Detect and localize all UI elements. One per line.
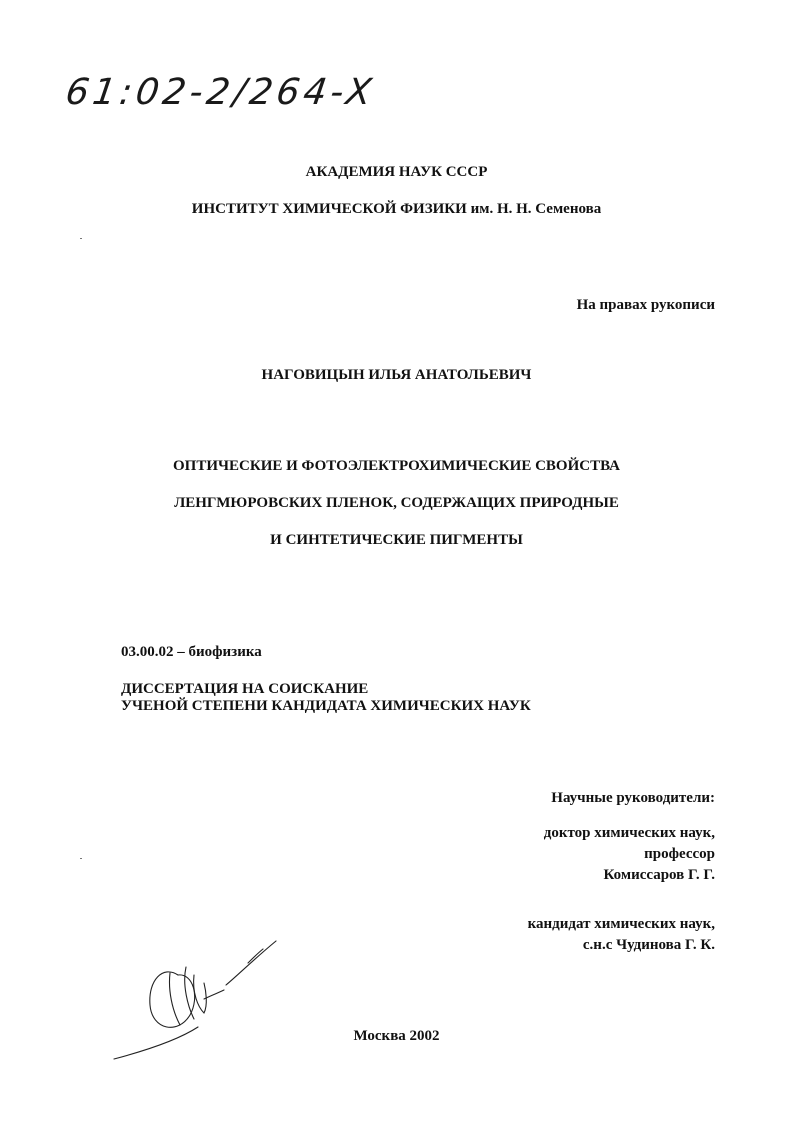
degree-line: ДИССЕРТАЦИЯ НА СОИСКАНИЕ	[121, 681, 369, 697]
institute-name: ИНСТИТУТ ХИМИЧЕСКОЙ ФИЗИКИ им. Н. Н. Семенова	[191, 201, 602, 217]
supervisor-name: Комиссаров Г. Г.	[603, 867, 715, 883]
thesis-title-line: ЛЕНГМЮРОВСКИХ ПЛЕНОК, СОДЕРЖАЩИХ ПРИРОДНЫЕ	[174, 495, 619, 511]
handwritten-catalog-code: 61:02-2/264-X	[63, 72, 378, 113]
rights-notice: На правах рукописи	[576, 297, 715, 313]
supervisor-degree: кандидат химических наук,	[527, 916, 715, 932]
degree-statement	[121, 681, 531, 715]
signature-icon	[108, 935, 288, 1070]
supervisor-2	[528, 914, 715, 956]
city-year: Москва 2002	[353, 1028, 440, 1044]
scan-speck	[80, 858, 82, 859]
supervisor-title: профессор	[644, 846, 715, 862]
academy-name: АКАДЕМИЯ НАУК СССР	[305, 164, 488, 180]
supervisor-1	[544, 823, 715, 886]
supervisors-heading: Научные руководители:	[551, 790, 715, 806]
supervisor-name: с.н.с Чудинова Г. К.	[582, 937, 715, 953]
scan-speck	[80, 238, 82, 239]
thesis-title-line: И СИНТЕТИЧЕСКИЕ ПИГМЕНТЫ	[270, 532, 523, 548]
specialty-code: 03.00.02 – биофизика	[121, 644, 262, 660]
thesis-title-line: ОПТИЧЕСКИЕ И ФОТОЭЛЕКТРОХИМИЧЕСКИЕ СВОЙСТВА	[172, 458, 620, 474]
author-name: НАГОВИЦЫН ИЛЬЯ АНАТОЛЬЕВИЧ	[261, 367, 532, 383]
degree-line: УЧЕНОЙ СТЕПЕНИ КАНДИДАТА ХИМИЧЕСКИХ НАУК	[121, 698, 531, 714]
supervisor-degree: доктор химических наук,	[543, 825, 715, 841]
